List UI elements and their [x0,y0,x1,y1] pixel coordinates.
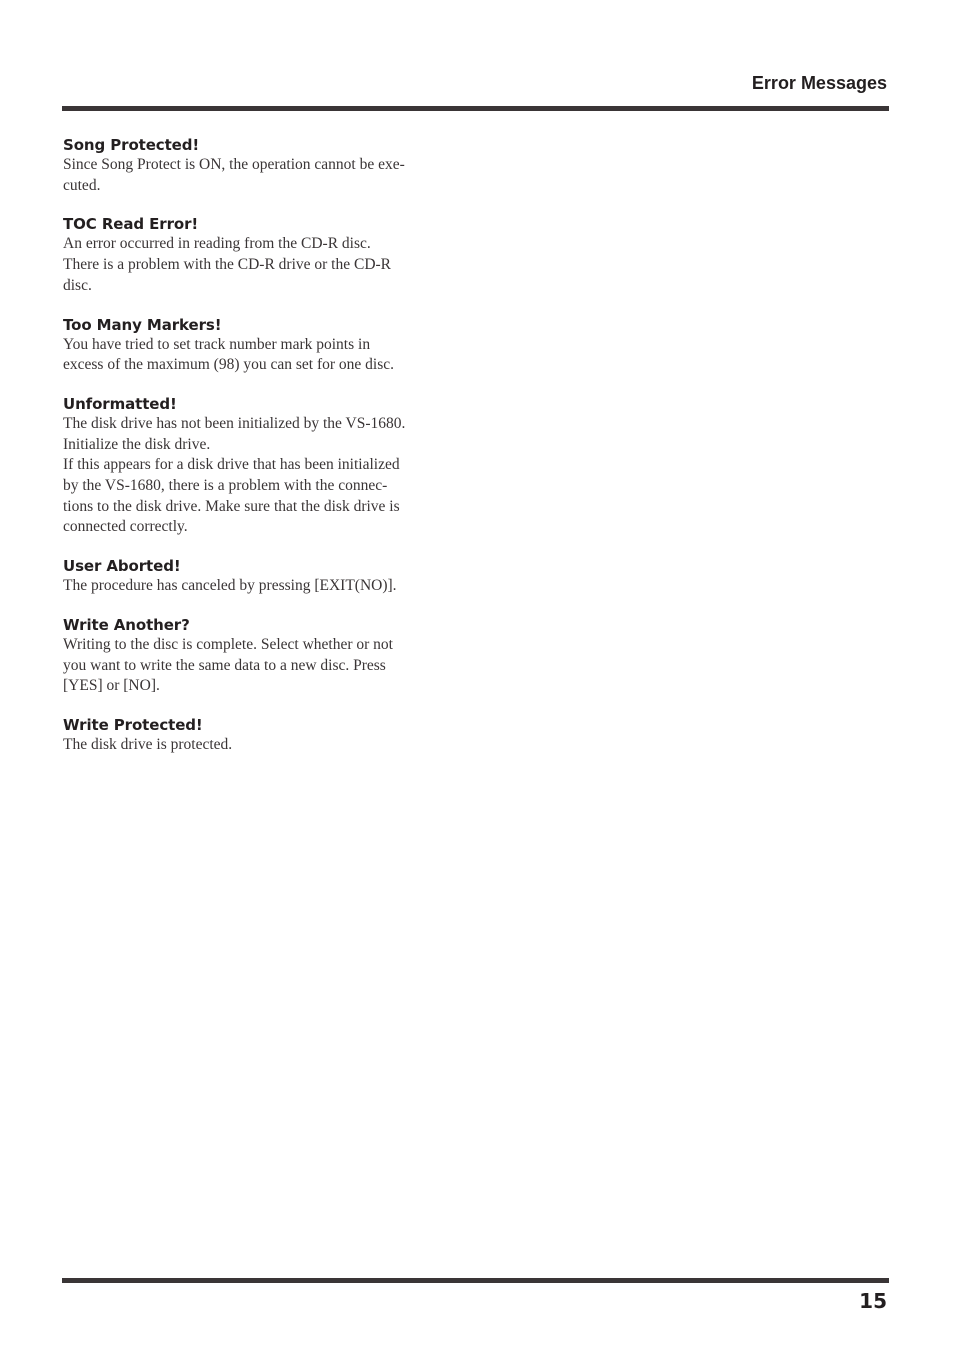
error-entry-write-another [63,615,455,697]
error-entry-too-many-markers [63,315,455,376]
error-entry-song-protected [63,135,455,196]
error-entry-write-protected [63,715,455,756]
page-header-title: Error Messages [751,73,887,93]
error-description: An error occurred in reading from the CD-R disc. There is a problem with the CD-R drive or the CD-R disc. [63,235,392,294]
error-title: Write Another? [63,615,190,634]
error-title: Song Protected! [63,136,200,154]
error-title: Too Many Markers! [63,315,222,334]
error-message-list [63,135,455,774]
error-title: Write Protected! [63,715,203,734]
error-title: User Aborted! [63,557,181,576]
page-number: 15 [859,1289,887,1313]
header-rule [62,106,889,111]
error-entry-toc-read-error [63,214,455,296]
error-description: The procedure has canceled by pressing [EXIT(NO)]. [63,577,397,595]
error-description: You have tried to set track number mark points in excess of the maximum (98) you can set for one disc. [63,335,395,374]
error-description: Since Song Protect is ON, the operation cannot be exe- cuted. [63,156,405,194]
error-description: The disk drive has not been initialized by the VS-1680. Initialize the disk drive. If this appears for a disk drive that has been initialized by the VS-1680, there is a problem with the connec- tions to the disk drive. Make sure that the disk drive is connected correctly. [63,414,406,536]
error-entry-user-aborted [63,556,455,597]
error-title: Unformatted! [63,394,177,413]
error-title: TOC Read Error! [63,215,199,234]
error-description: The disk drive is protected. [63,735,233,753]
footer-rule [62,1278,889,1283]
error-description: Writing to the disc is complete. Select whether or not you want to write the same data to a new disc. Press [YES] or [NO]. [63,635,393,695]
error-entry-unformatted [63,394,455,538]
